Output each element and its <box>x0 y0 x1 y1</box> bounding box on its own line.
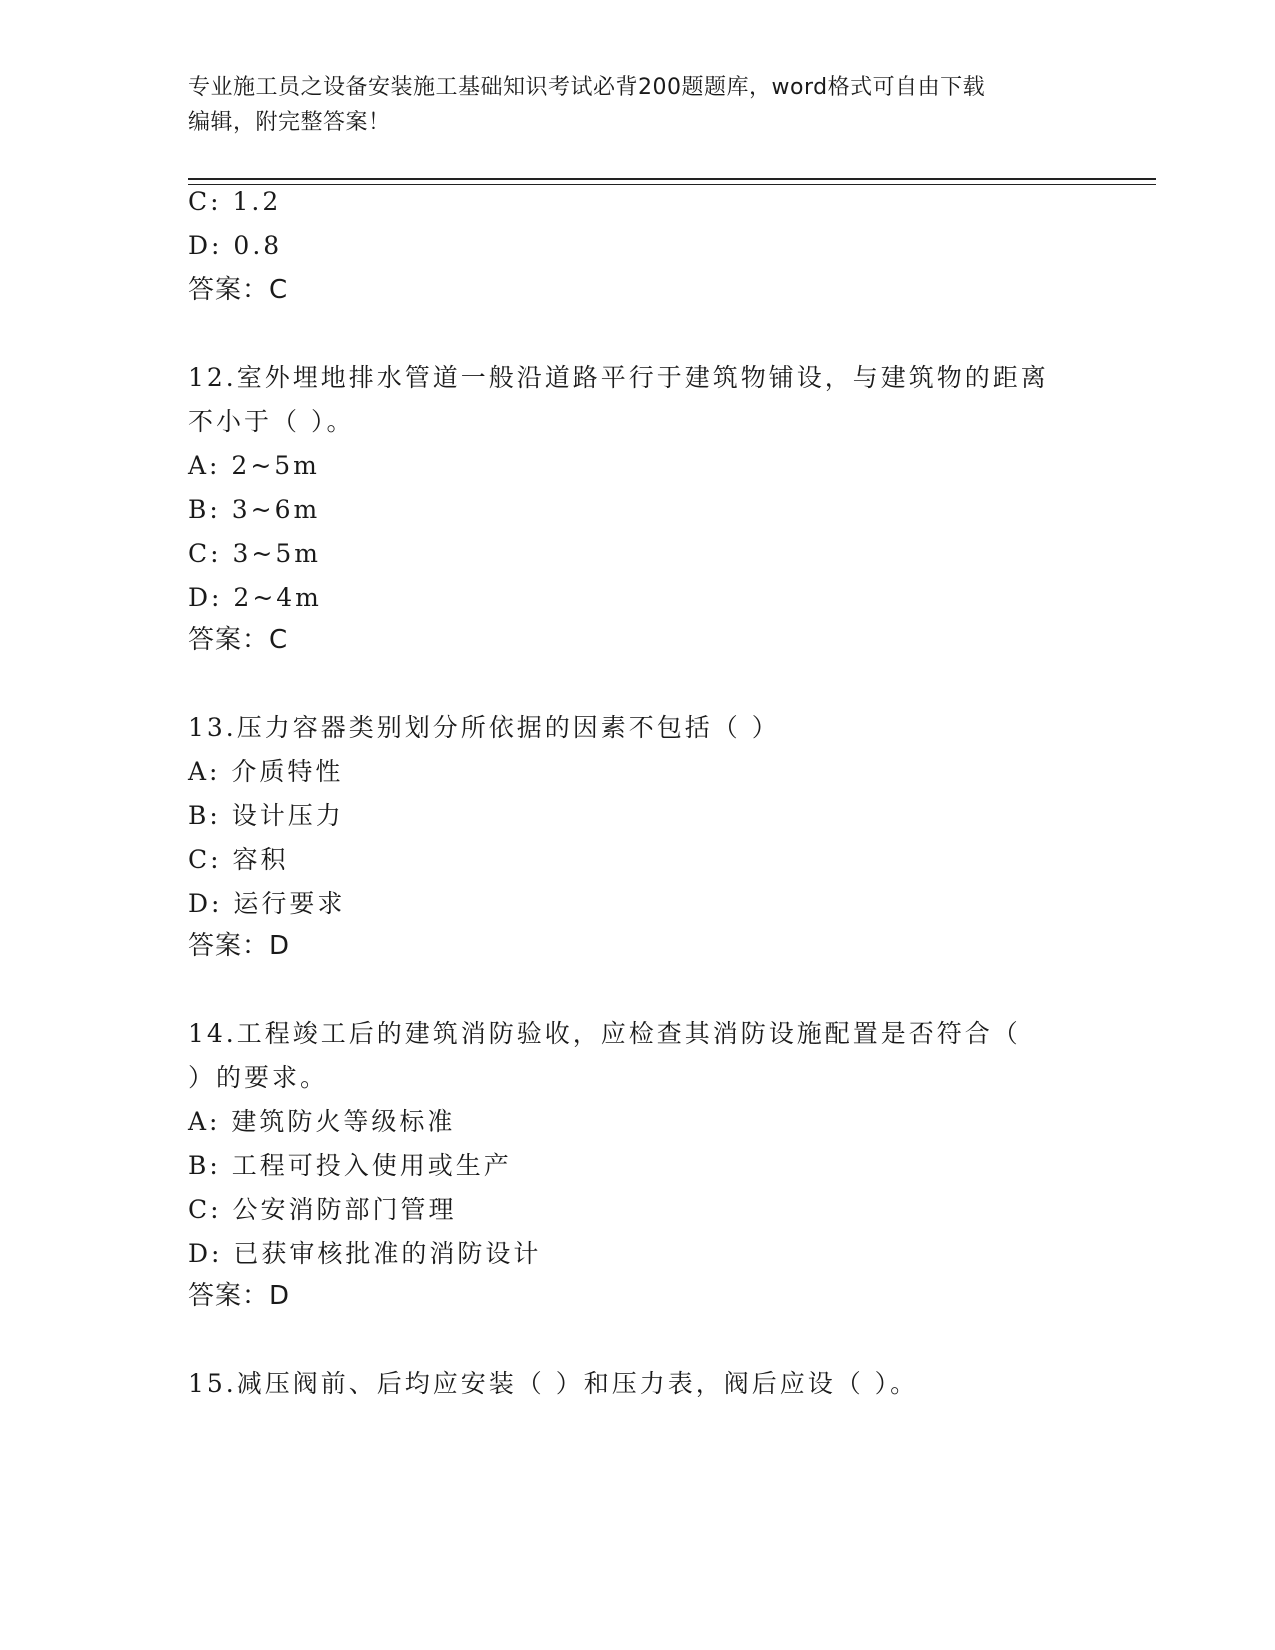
q14-option-a: A: 建筑防火等级标准 <box>188 1107 456 1136</box>
q13-option-d: D: 运行要求 <box>188 889 346 918</box>
q12-option-d: D: 2~4m <box>188 583 322 612</box>
q11-answer: 答案：C <box>188 275 289 305</box>
q13-option-b: B: 设计压力 <box>188 801 344 830</box>
header-divider <box>188 178 1156 185</box>
q12-option-b: B: 3~6m <box>188 495 321 524</box>
q13-stem-line1: 13.压力容器类别划分所依据的因素不包括（ ） <box>188 713 780 742</box>
q11-option-c: C: 1.2 <box>188 187 282 216</box>
q14-option-d: D: 已获审核批准的消防设计 <box>188 1239 542 1268</box>
q14-option-c: C: 公安消防部门管理 <box>188 1195 457 1224</box>
q12-option-a: A: 2~5m <box>188 451 320 480</box>
document-header <box>188 70 1088 140</box>
q12-option-c: C: 3~5m <box>188 539 321 568</box>
q13-answer: 答案：D <box>188 931 291 961</box>
q14-stem-line2: ）的要求。 <box>188 1063 329 1092</box>
q14-stem-line1: 14.工程竣工后的建筑消防验收，应检查其消防设施配置是否符合（ <box>188 1019 1021 1048</box>
q14-option-b: B: 工程可投入使用或生产 <box>188 1151 512 1180</box>
q14-answer: 答案：D <box>188 1281 291 1311</box>
q15-stem-line1: 15.减压阀前、后均应安装（ ）和压力表，阀后应设（ ）。 <box>188 1369 919 1398</box>
header-title-line2: 编辑，附完整答案！ <box>188 110 391 135</box>
q11-option-d: D: 0.8 <box>188 231 283 260</box>
q12-stem-line2: 不小于（ ）。 <box>188 407 355 436</box>
q12-stem-line1: 12.室外埋地排水管道一般沿道路平行于建筑物铺设，与建筑物的距离 <box>188 363 1049 392</box>
q13-option-a: A: 介质特性 <box>188 757 344 786</box>
q13-option-c: C: 容积 <box>188 845 289 874</box>
q12-answer: 答案：C <box>188 625 289 655</box>
header-title-line1: 专业施工员之设备安装施工基础知识考试必背200题题库，word格式可自由下载 <box>188 75 986 100</box>
